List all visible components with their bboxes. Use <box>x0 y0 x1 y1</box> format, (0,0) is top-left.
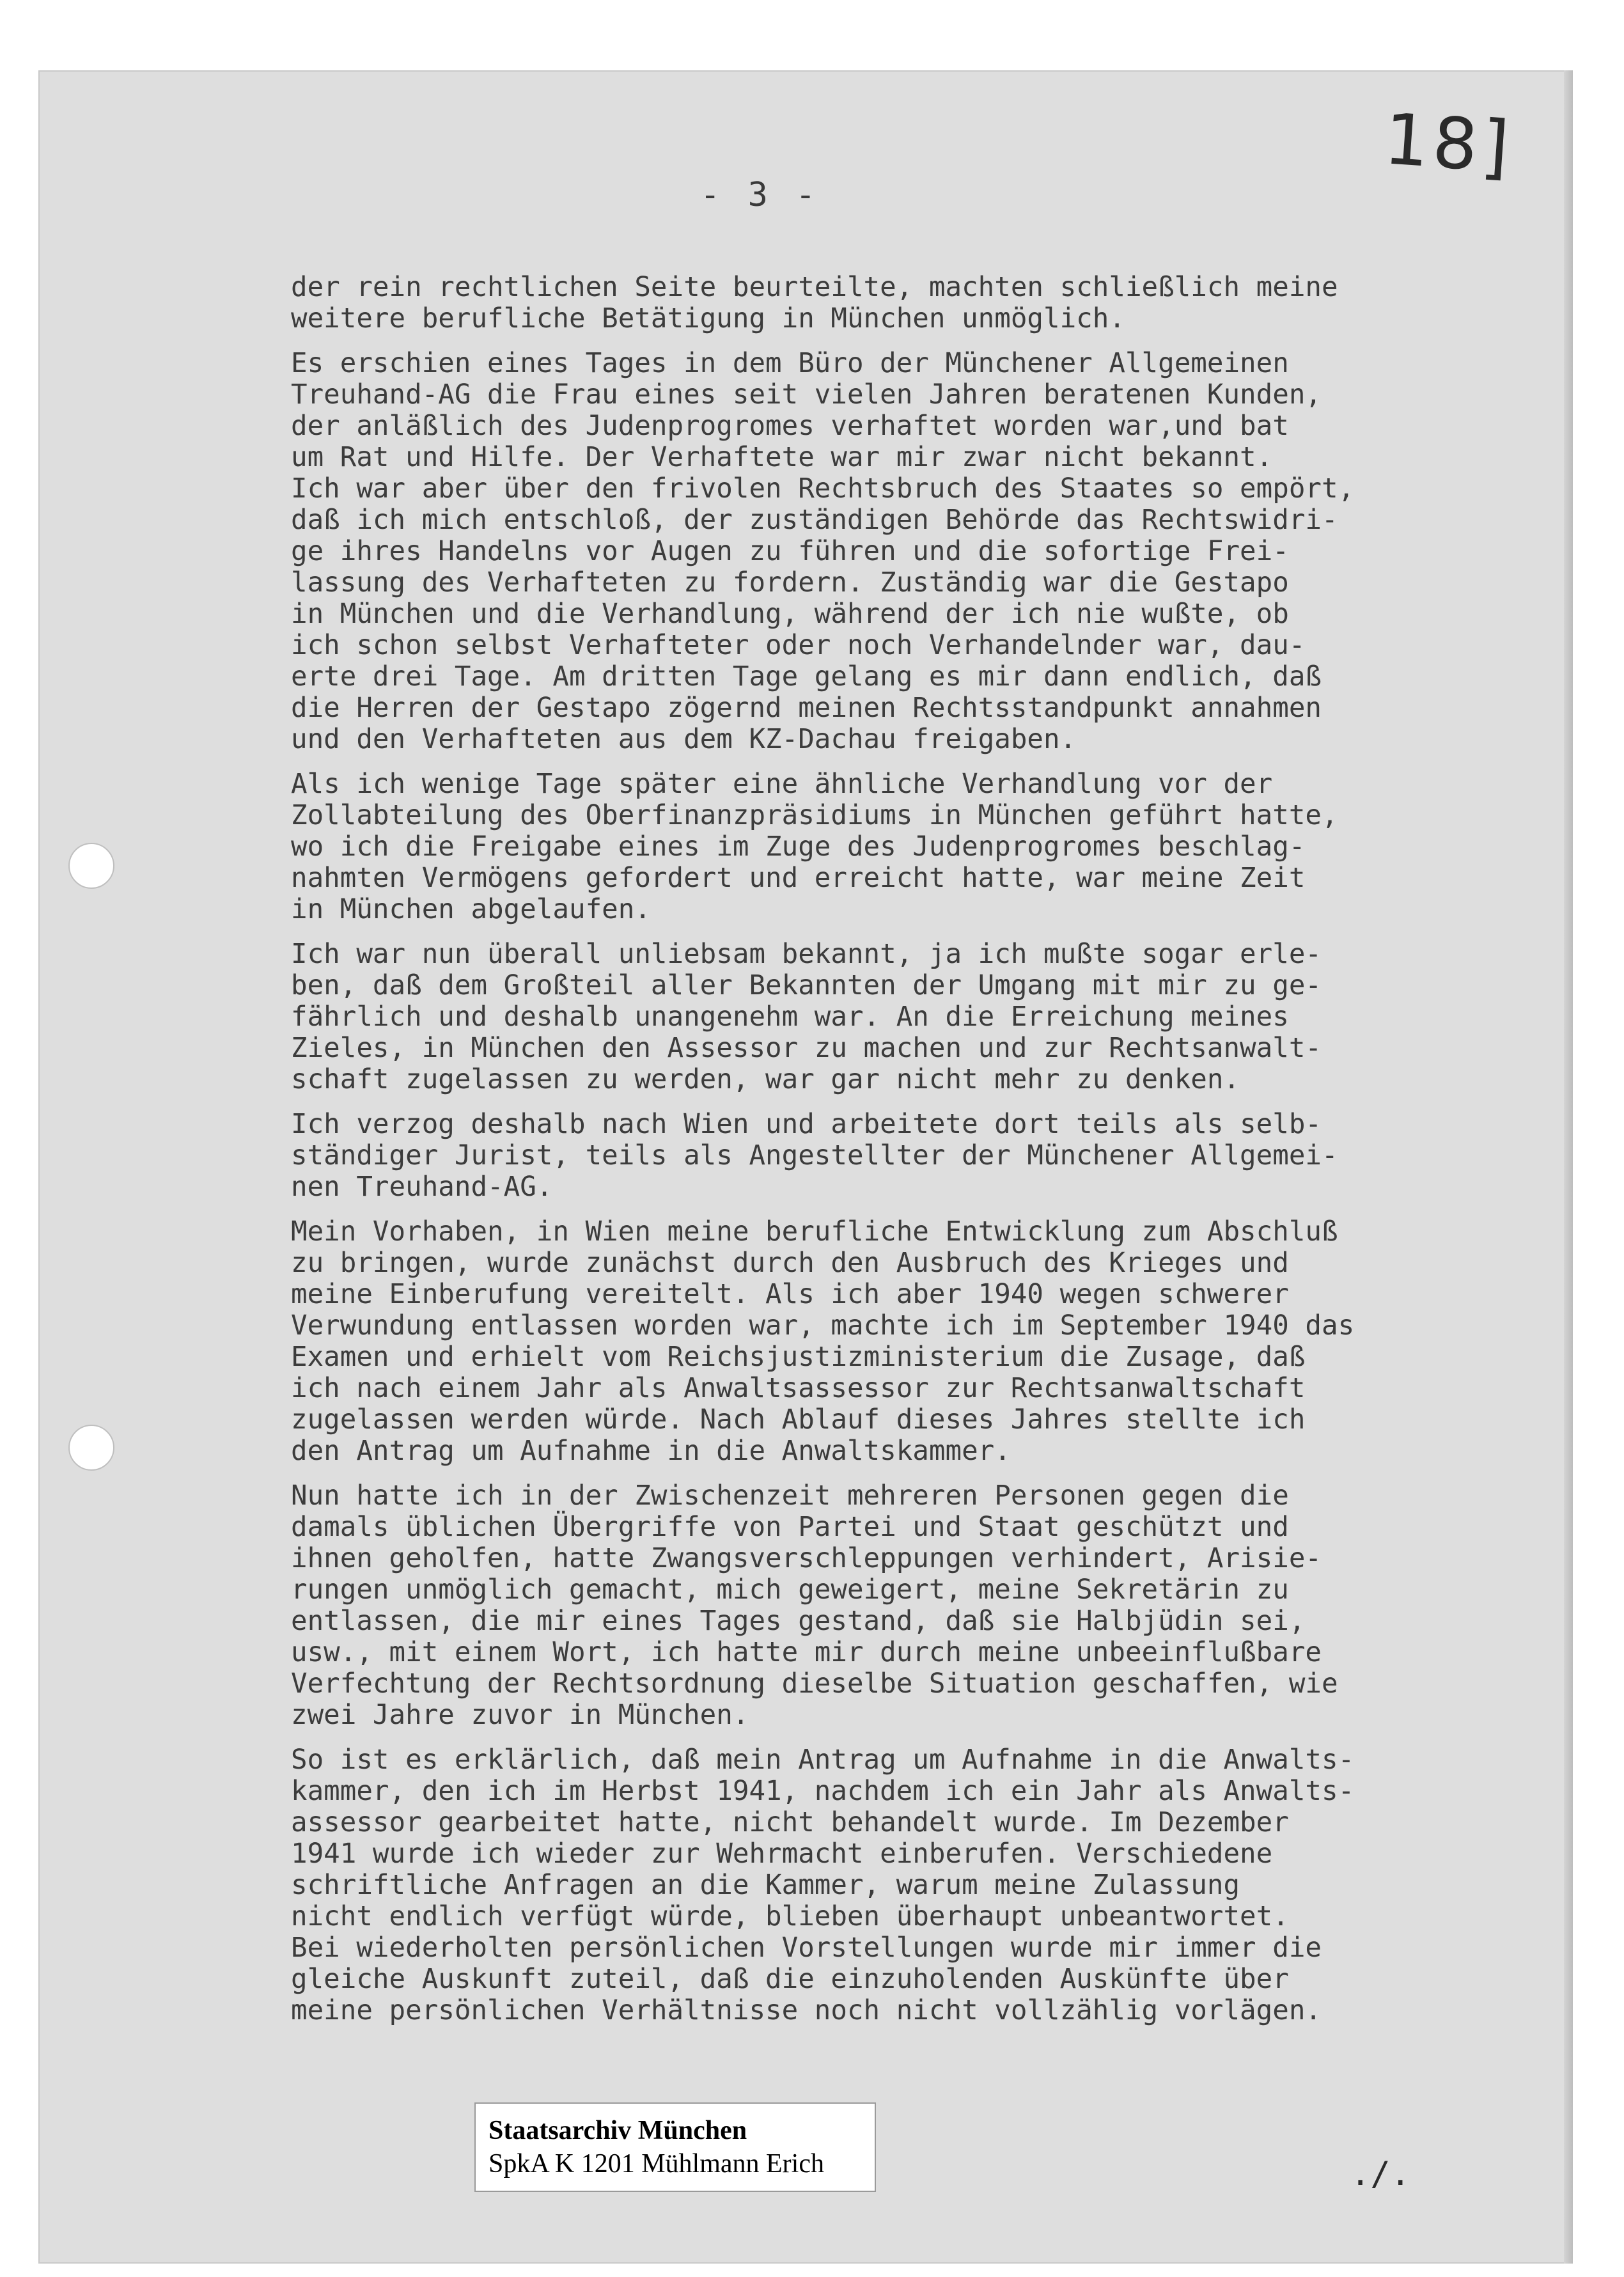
paragraph-8: So ist es erklärlich, daß mein Antrag um Aufnahme in die Anwalts- kammer, den ich im Herbst 1941, nachdem ich ein Jahr als Anwalts- assessor gearbeitet hatte, nicht behandelt wurde. Im Dezember 1941 wurde ich wieder zur Wehrmacht einberufen. Verschiedene schriftliche Anfragen an die Kammer, warum meine Zulassung nicht endlich verfügt würde, blieben überhaupt unbeantwortet. Bei wiederholten persönlichen Vorstellungen wurde mir immer die gleiche Auskunft zuteil, daß die einzuholenden Auskünfte über meine persönlichen Verhältnisse noch nicht vollzählig vorlägen. <box>291 1744 1355 2026</box>
paragraph-4: Ich war nun überall unliebsam bekannt, ja ich mußte sogar erle- ben, daß dem Großteil aller Bekannten der Umgang mit mir zu ge- fährlich und deshalb unangenehm war. An die Erreichung meines Zieles, in München den Assessor zu machen und zur Rechtsanwalt- schaft zugelassen zu werden, war gar nicht mehr zu denken. <box>291 939 1322 1095</box>
paragraph-3: Als ich wenige Tage später eine ähnliche Verhandlung vor der Zollabteilung des Oberfinanzpräsidiums in München geführt hatte, wo ich die Freigabe eines im Zuge des Judenprogromes beschlag- nahmten Vermögens gefordert und erreicht hatte, war meine Zeit in München abgelaufen. <box>291 769 1338 925</box>
archive-label <box>474 2102 876 2192</box>
archive-reference: SpkA K 1201 Mühlmann Erich <box>488 2149 824 2179</box>
paragraph-6: Mein Vorhaben, in Wien meine berufliche Entwicklung zum Abschluß zu bringen, wurde zunächst durch den Ausbruch des Krieges und meine Einberufung vereitelt. Als ich aber 1940 wegen schwerer Verwundung entlassen worden war, machte ich im September 1940 das Examen und erhielt vom Reichsjustizministerium die Zusage, daß ich nach einem Jahr als Anwaltsassessor zur Rechtsanwaltschaft zugelassen werden würde. Nach Ablauf dieses Jahres stellte ich den Antrag um Aufnahme in die Anwaltskammer. <box>291 1216 1355 1467</box>
paragraph-5: Ich verzog deshalb nach Wien und arbeitete dort teils als selb- ständiger Jurist, teils als Angestellter der Münchener Allgemei- nen Treuhand-AG. <box>291 1109 1338 1203</box>
typewritten-body <box>291 272 1544 2040</box>
paragraph-1: der rein rechtlichen Seite beurteilte, machten schließlich meine weitere berufliche Betätigung in München unmöglich. <box>291 272 1338 334</box>
paragraph-7: Nun hatte ich in der Zwischenzeit mehreren Personen gegen die damals üblichen Übergriffe von Partei und Staat geschützt und ihnen geholfen, hatte Zwangsverschleppungen verhindert, Arisie- rungen unmöglich gemacht, mich geweigert, meine Sekretärin zu entlassen, die mir eines Tages gestand, daß sie Halbjüdin sei, usw., mit einem Wort, ich hatte mir durch meine unbeeinflußbare Verfechtung der Rechtsordnung dieselbe Situation geschaffen, wie zwei Jahre zuvor in München. <box>291 1480 1338 1731</box>
page-number: - 3 - <box>700 176 820 214</box>
archive-name: Staatsarchiv München <box>488 2116 747 2145</box>
paragraph-2: Es erschien eines Tages in dem Büro der Münchener Allgemeinen Treuhand-AG die Frau eines seit vielen Jahren beratenen Kunden, der anläßlich des Judenprogromes verhaftet worden war,und bat um Rat und Hilfe. Der Verhaftete war mir zwar nicht bekannt. Ich war aber über den frivolen Rechtsbruch des Staates so empört, daß ich mich entschloß, der zuständigen Behörde das Rechtswidri- ge ihres Handelns vor Augen zu führen und die sofortige Frei- lassung des Verhafteten zu fordern. Zuständig war die Gestapo in München und die Verhandlung, während der ich nie wußte, ob ich schon selbst Verhafteter oder noch Verhandelnder war, dau- erte drei Tage. Am dritten Tage gelang es mir dann endlich, daß die Herren der Gestapo zögernd meinen Rechtsstandpunkt annahmen und den Verhafteten aus dem KZ-Dachau freigaben. <box>291 348 1355 755</box>
handwritten-folio-number: 18] <box>1381 98 1516 189</box>
continuation-mark: ./. <box>1350 2155 1410 2193</box>
punch-hole-bottom <box>68 1425 114 1471</box>
punch-hole-top <box>68 843 114 889</box>
